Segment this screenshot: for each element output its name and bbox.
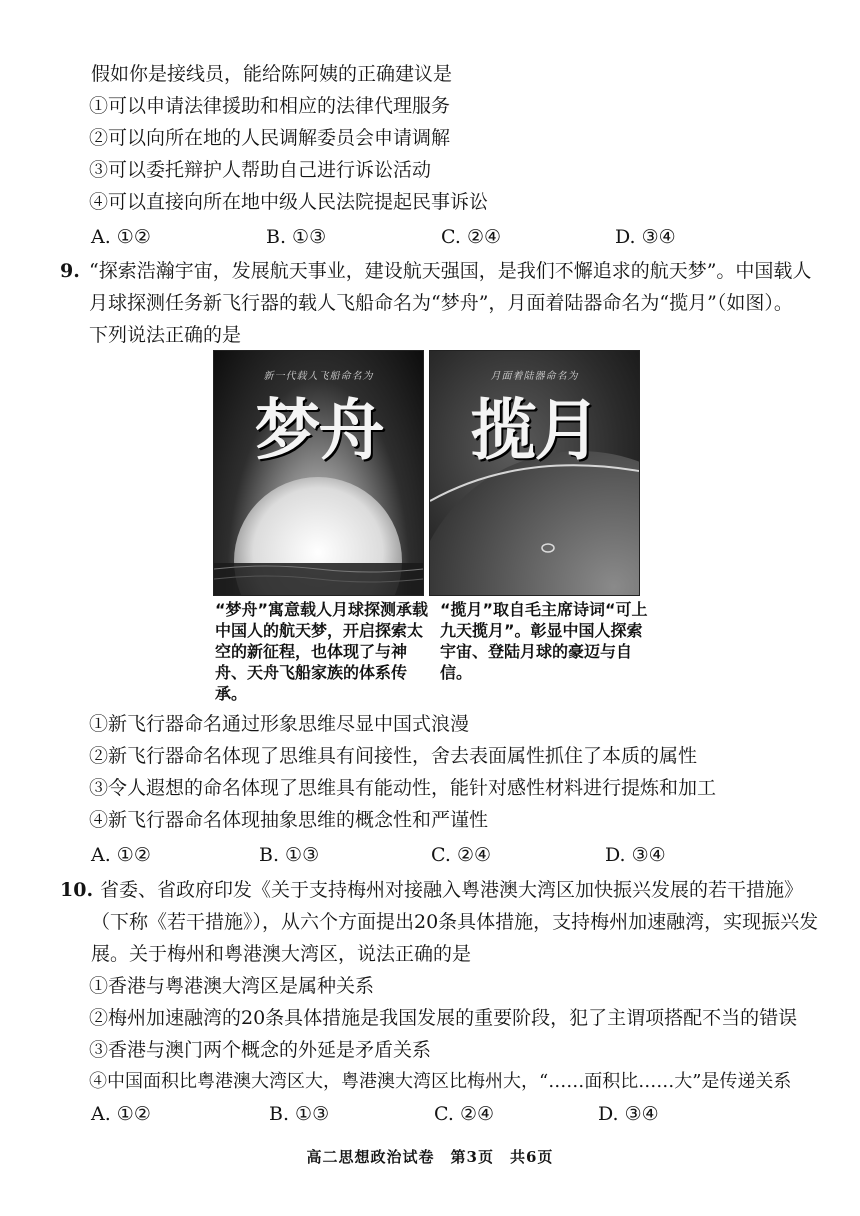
q8-statement-2: ②可以向所在地的人民调解委员会申请调解 [89, 127, 451, 149]
q9-statement-4: ④新飞行器命名体现抽象思维的概念性和严谨性 [89, 809, 489, 831]
q9-statement-2: ②新飞行器命名体现了思维具有间接性，舍去表面属性抓住了本质的属性 [89, 745, 698, 767]
q9-stem-line-3: 下列说法正确的是 [89, 324, 242, 346]
q9-option-c[interactable]: C. ②④ [431, 844, 492, 866]
page-footer: 高二思想政治试卷 第3页 共6页 [306, 1148, 554, 1166]
q10-stem-line-3: 展。关于梅州和粤港澳大湾区，说法正确的是 [91, 943, 472, 965]
q10-number: 10. [60, 879, 94, 901]
q9-option-a[interactable]: A. ①② [91, 844, 151, 866]
lanyue-moon-graphic [430, 351, 639, 595]
q10-statement-1: ①香港与粤港澳大湾区是属种关系 [89, 975, 375, 997]
q10-stem-line-1: 省委、省政府印发《关于支持梅州对接融入粤港澳大湾区加快振兴发展的若干措施》 [100, 879, 804, 901]
q9-statement-3: ③令人遐想的命名体现了思维具有能动性，能针对感性材料进行提炼和加工 [89, 777, 717, 799]
q8-statement-4: ④可以直接向所在地中级人民法院提起民事诉讼 [89, 191, 489, 213]
mengzhou-top-text: 新一代载人飞船命名为 [263, 371, 374, 382]
q8-option-a[interactable]: A. ①② [91, 226, 151, 248]
q9-option-b[interactable]: B. ①③ [259, 844, 320, 866]
lanyue-title: 揽月 [470, 392, 599, 469]
q10-option-d[interactable]: D. ③④ [598, 1103, 659, 1125]
mengzhou-title: 梦舟 [254, 392, 383, 469]
mengzhou-caption: “梦舟”寓意载人月球探测承载中国人的航天梦，开启探索太空的新征程，也体现了与神舟、天舟飞船家族的体系传承。 [215, 600, 429, 703]
mengzhou-image [213, 350, 424, 596]
lanyue-image [429, 350, 640, 596]
q9-statement-1: ①新飞行器命名通过形象思维尽显中国式浪漫 [89, 713, 470, 735]
q8-statement-3: ③可以委托辩护人帮助自己进行诉讼活动 [89, 159, 432, 181]
q9-stem-line-2: 月球探测任务新飞行器的载人飞船命名为“梦舟”，月面着陆器命名为“揽月”（如图）。 [89, 292, 793, 314]
q9-number: 9. [60, 260, 80, 282]
q8-stem-tail: 假如你是接线员，能给陈阿姨的正确建议是 [91, 63, 453, 85]
q9-option-d[interactable]: D. ③④ [605, 844, 666, 866]
q9-stem-line-1: “探索浩瀚宇宙，发展航天事业，建设航天强国，是我们不懈追求的航天梦”。中国载人 [89, 260, 812, 282]
lanyue-top-text: 月面着陆器命名为 [490, 371, 579, 382]
q8-statement-1: ①可以申请法律援助和相应的法律代理服务 [89, 95, 451, 117]
q8-option-b[interactable]: B. ①③ [266, 226, 327, 248]
q8-option-d[interactable]: D. ③④ [615, 226, 676, 248]
q10-statement-3: ③香港与澳门两个概念的外延是矛盾关系 [89, 1039, 432, 1061]
q10-option-b[interactable]: B. ①③ [269, 1103, 330, 1125]
lanyue-caption: “揽月”取自毛主席诗词“可上九天揽月”。彰显中国人探索宇宙、登陆月球的豪迈与自信。 [440, 600, 648, 682]
mengzhou-moon-graphic [214, 351, 423, 595]
q10-option-c[interactable]: C. ②④ [434, 1103, 495, 1125]
q10-statement-4: ④中国面积比粤港澳大湾区大，粤港澳大湾区比梅州大，“……面积比……大”是传递关系 [89, 1071, 792, 1092]
q8-option-c[interactable]: C. ②④ [441, 226, 502, 248]
q10-option-a[interactable]: A. ①② [91, 1103, 151, 1125]
q10-stem-line-2: （下称《若干措施》），从六个方面提出20条具体措施，支持梅州加速融湾，实现振兴发 [91, 911, 819, 933]
q10-statement-2: ②梅州加速融湾的20条具体措施是我国发展的重要阶段，犯了主谓项搭配不当的错误 [89, 1007, 798, 1029]
